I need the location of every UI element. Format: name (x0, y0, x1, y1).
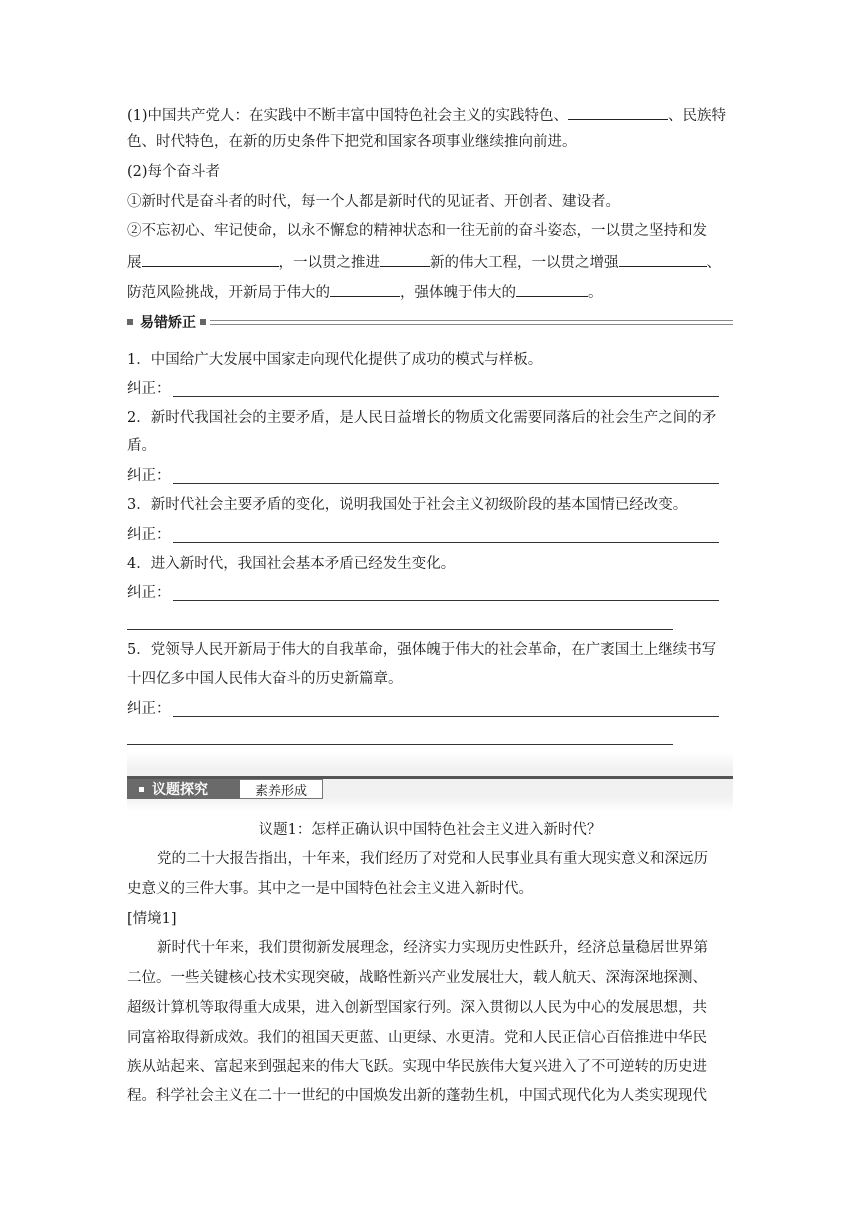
paragraph-line: 族从站起来、富起来到强起来的伟大飞跃。实现中华民族伟大复兴进入了不可逆转的历史进 (127, 1059, 707, 1075)
error-item: 十四亿多中国人民伟大奋斗的历史新篇章。 (127, 671, 403, 687)
text-span: 。 (588, 285, 603, 301)
error-item: 4．进入新时代，我国社会基本矛盾已经发生变化。 (127, 556, 456, 572)
text-span: ，强体魄于伟大的 (400, 285, 516, 301)
paragraph-line: 党的二十大报告指出，十年来，我们经历了对党和人民事业具有重大现实意义和深远历 (157, 851, 708, 867)
fill-blank[interactable] (142, 251, 279, 267)
answer-line[interactable] (173, 396, 719, 397)
banner-tab-main (127, 779, 240, 799)
error-item: 盾。 (127, 438, 156, 454)
section-header-error-correction (127, 312, 733, 332)
paragraph-line: 色、时代特色，在新的历史条件下把党和国家各项事业继续推向前进。 (127, 134, 577, 150)
situation-label: [情境1] (127, 911, 177, 927)
paragraph-line: 超级计算机等取得重大成果，进入创新型国家行列。深入贯彻以人民为中心的发展思想，共 (127, 1000, 707, 1016)
banner-tab-label: 议题探究 (152, 782, 208, 798)
square-bullet-icon (139, 787, 144, 792)
paragraph-line: 同富裕取得新成效。我们的祖国天更蓝、山更绿、水更清。党和人民正信心百倍推进中华民 (127, 1030, 707, 1046)
fill-blank[interactable] (568, 104, 668, 120)
divider (210, 320, 733, 325)
correction-label: 纠正： (127, 585, 171, 601)
correction-label: 纠正： (127, 701, 171, 717)
topic-title: 议题1：怎样正确认识中国特色社会主义进入新时代？ (258, 822, 602, 838)
banner-tab-label: 素养形成 (254, 783, 307, 799)
error-item: 3．新时代社会主要矛盾的变化，说明我国处于社会主义初级阶段的基本国情已经改变。 (127, 497, 688, 513)
text-span: (1)中国共产党人：在实践中不断丰富中国特色社会主义的实践特色、 (127, 108, 569, 124)
paragraph-line: ②不忘初心、牢记使命，以永不懈怠的精神状态和一往无前的奋斗姿态，一以贯之坚持和发 (127, 223, 707, 239)
answer-line[interactable] (127, 744, 673, 745)
answer-line[interactable] (173, 600, 719, 601)
answer-line[interactable] (173, 483, 719, 484)
paragraph-line: 史意义的三件大事。其中之一是中国特色社会主义进入新时代。 (127, 881, 533, 897)
text-span: 防范风险挑战，开新局于伟大的 (127, 285, 330, 301)
text-span: ，一以贯之推进 (278, 255, 380, 271)
text-span: 展 (127, 255, 142, 271)
error-item: 2．新时代我国社会的主要矛盾，是人民日益增长的物质文化需要同落后的社会生产之间的矛 (127, 410, 717, 426)
section-banner (127, 752, 733, 812)
paragraph-line: 程。科学社会主义在二十一世纪的中国焕发出新的蓬勃生机，中国式现代化为人类实现现代 (127, 1088, 707, 1104)
correction-label: 纠正： (127, 468, 171, 484)
answer-line[interactable] (173, 542, 719, 543)
square-bullet-icon (127, 319, 133, 325)
paragraph-line: (2)每个奋斗者 (127, 164, 221, 180)
paragraph-line (127, 251, 721, 273)
fill-blank[interactable] (380, 251, 430, 267)
text-span: 、 (706, 255, 721, 271)
answer-line[interactable] (173, 716, 719, 717)
fill-blank[interactable] (516, 281, 588, 297)
answer-line[interactable] (127, 629, 673, 630)
paragraph-line: ①新时代是奋斗者的时代，每一个人都是新时代的见证者、开创者、建设者。 (127, 194, 620, 210)
paragraph-line (127, 104, 726, 126)
text-span: 新的伟大工程，一以贯之增强 (430, 255, 619, 271)
square-bullet-icon (200, 319, 206, 325)
paragraph-line: 新时代十年来，我们贯彻新发展理念，经济实力实现历史性跃升，经济总量稳居世界第 (157, 940, 708, 956)
error-item: 5．党领导人民开新局于伟大的自我革命，强体魄于伟大的社会革命，在广袤国土上继续书写 (127, 642, 717, 658)
section-title: 易错矫正 (140, 315, 196, 331)
paragraph-line (127, 281, 603, 303)
banner-tab-sub (240, 779, 323, 799)
error-item: 1．中国给广大发展中国家走向现代化提供了成功的模式与样板。 (127, 352, 543, 368)
correction-label: 纠正： (127, 527, 171, 543)
text-span: 、民族特 (668, 108, 727, 124)
fill-blank[interactable] (330, 281, 400, 297)
fill-blank[interactable] (619, 251, 707, 267)
paragraph-line: 二位。一些关键核心技术实现突破，战略性新兴产业发展壮大，载人航天、深海深地探测、 (127, 970, 707, 986)
correction-label: 纠正： (127, 381, 171, 397)
